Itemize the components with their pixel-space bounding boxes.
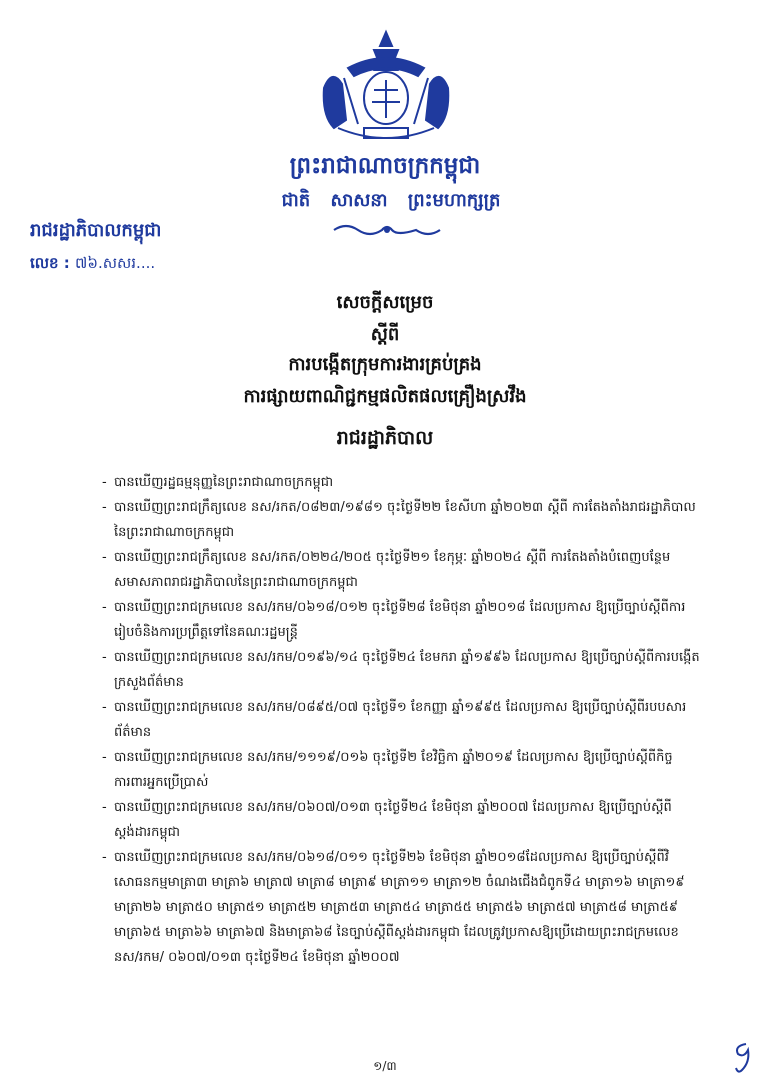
- page-number: ១/៣: [373, 1059, 397, 1073]
- recitals-list: [102, 470, 702, 970]
- national-motto: ជាតិ សាសនា ព្រះមហាក្សត្រ: [281, 190, 501, 211]
- decision-subject-line2: ការផ្សាយពាណិជ្ជកម្មផលិតផលគ្រឿងស្រវឹង: [243, 386, 527, 407]
- royal-emblem-icon: [318, 28, 454, 148]
- kingdom-title: ព្រះរាជាណាចក្រកម្ពុជា: [289, 153, 481, 179]
- government-name: រាជរដ្ឋាភិបាលកម្ពុជា: [30, 220, 162, 241]
- recital-item: - បានឃើញព្រះរាជក្រមលេខ នស/រកម/០៦០៧/០១៣ ចុះថ្ងៃទី២៤ ខែមិថុនា ឆ្នាំ២០០៧ ដែលប្រកាស ឱ្យប្រើច្បាប់ស្តីពីស្តង់ដារកម្ពុជា: [102, 795, 702, 845]
- recital-item: - បានឃើញព្រះរាជក្រមលេខ នស/រកម/០១៩៦/១៤ ចុះថ្ងៃទី២៤ ខែមករា ឆ្នាំ១៩៩៦ ដែលប្រកាស ឱ្យប្រើច្បាប់ស្តីពីការបង្កើតក្រសួងព័ត៌មាន: [102, 645, 702, 695]
- recital-item: - បានឃើញព្រះរាជក្រមលេខ នស/រកម/១១១៩/០១៦ ចុះថ្ងៃទី២ ខែវិច្ឆិកា ឆ្នាំ២០១៩ ដែលប្រកាស ឱ្យប្រើច្បាប់ស្តីពីកិច្ចការពារអ្នកប្រើប្រាស់: [102, 745, 702, 795]
- reference-label: លេខ :: [30, 254, 70, 272]
- recital-item: - បានឃើញព្រះរាជក្រឹត្យលេខ នស/រកត/០៨២៣/១៩៨១ ចុះថ្ងៃទី២២ ខែសីហា ឆ្នាំ២០២៣ ស្តីពី ការតែងតាំងរាជរដ្ឋាភិបាលនៃព្រះរាជាណាចក្រកម្ពុជា: [102, 495, 702, 545]
- recital-item: - បានឃើញព្រះរាជក្រមលេខ នស/រកម/០៦១៨/០១១ ចុះថ្ងៃទី២៦ ខែមិថុនា ឆ្នាំ២០១៨ដែលប្រកាស ឱ្យប្រើច្បាប់ស្តីពីវិសោធនកម្មមាត្រា៣ មាត្រា៦ មាត្រា៧ មាត្រា៨ មាត្រា៩ មាត្រា១១ មាត្រា១២ ចំណងជើងជំពូកទី៤ មាត្រា១៦ មាត្រា១៩ មាត្រា២៦ មាត្រា៥០ មាត្រា៥១ មាត្រា៥២ មាត្រា៥៣ មាត្រា៥៤ មាត្រា៥៥ មាត្រា៥៦ មាត្រា៥៧ មាត្រា៥៨ មាត្រា៥៩ មាត្រា៦៥ មាត្រា៦៦ មាត្រា៦៧ និងមាត្រា៦៨ នៃច្បាប់ស្តីពីស្តង់ដារកម្ពុជា ដែលត្រូវប្រកាសឱ្យប្រើដោយព្រះរាជក្រមលេខ នស/រកម/ ០៦០៧/០១៣ ចុះថ្ងៃទី២៤ ខែមិថុនា ឆ្នាំ២០០៧: [102, 845, 702, 970]
- recital-item: - បានឃើញព្រះរាជក្រឹត្យលេខ នស/រកត/០២២៤/២០៥ ចុះថ្ងៃទី២១ ខែកុម្ភៈ ឆ្នាំ២០២៤ ស្តីពី ការតែងតាំងបំពេញបន្ថែមសមាសភាពរាជរដ្ឋាភិបាលនៃព្រះរាជាណាចក្រកម្ពុជា: [102, 545, 702, 595]
- decision-subject-line1: ការបង្កើតក្រុមការងារគ្រប់គ្រង: [288, 354, 482, 375]
- issuing-body: រាជរដ្ឋាភិបាល: [336, 427, 434, 449]
- handwritten-initial-icon: [730, 1040, 754, 1074]
- recital-item: - បានឃើញរដ្ឋធម្មនុញ្ញនៃព្រះរាជាណាចក្រកម្ពុជា: [102, 470, 702, 495]
- decision-subject-label: ស្តីពី: [370, 324, 400, 345]
- ornament-divider-icon: [332, 222, 442, 238]
- recital-item: - បានឃើញព្រះរាជក្រមលេខ នស/រកម/០៦១៨/០១២ ចុះថ្ងៃទី២៨ ខែមិថុនា ឆ្នាំ២០១៨ ដែលប្រកាស ឱ្យប្រើច្បាប់ស្តីពីការរៀបចំនិងការប្រព្រឹត្តទៅនៃគណៈរដ្ឋមន្ត្រី: [102, 595, 702, 645]
- decision-title: សេចក្តីសម្រេច: [336, 292, 434, 313]
- reference-line: [30, 254, 155, 276]
- reference-number: ៧៦.សសរ....: [75, 254, 156, 272]
- recital-item: - បានឃើញព្រះរាជក្រមលេខ នស/រកម/០៨៩៥/០៧ ចុះថ្ងៃទី១ ខែកញ្ញា ឆ្នាំ១៩៩៥ ដែលប្រកាស ឱ្យប្រើច្បាប់ស្តីពីរបបសារព័ត៌មាន: [102, 695, 702, 745]
